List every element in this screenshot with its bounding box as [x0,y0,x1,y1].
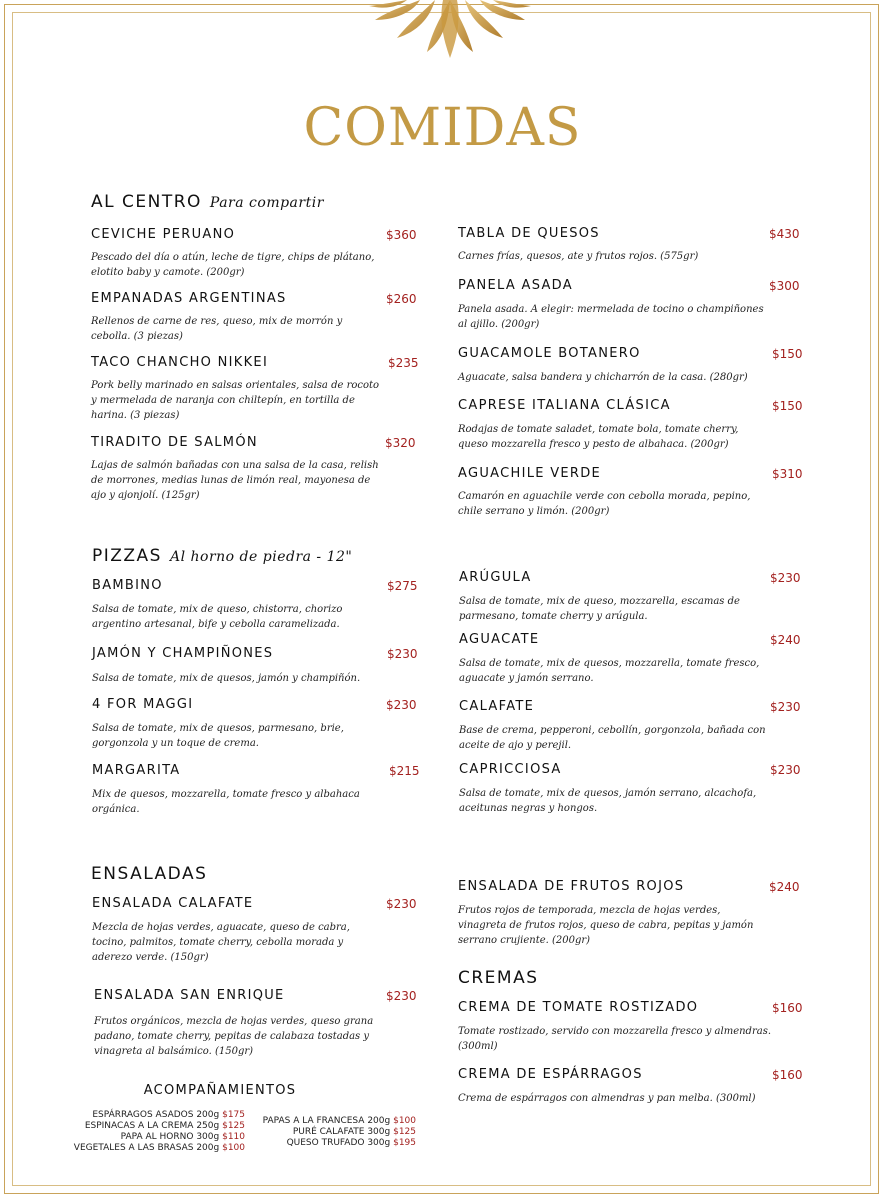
section-title: ENSALADAS [91,864,208,884]
item-price: $260 [386,292,417,306]
sides-left-list [74,1110,245,1154]
section-title: PIZZAS [92,546,162,566]
section-cremas [458,968,539,988]
page-title: COMIDAS [303,98,582,158]
item-name: JAMÓN Y CHAMPIÑONES [92,646,274,661]
side-item: PURÉ CALAFATE 300g $125 [292,1127,416,1137]
item-description: Tomate rostizado, servido con mozzarella fresco y almendras. (300ml) [458,1026,772,1052]
item-description: Salsa de tomate, mix de quesos, mozzarella, tomate fresco, aguacate y jamón serrano. [459,658,760,684]
item-description: Crema de espárragos con almendras y pan melba. (300ml) [458,1093,756,1104]
side-item: QUESO TRUFADO 300g $195 [286,1138,416,1148]
item-name: AGUACATE [459,632,540,647]
item-price: $300 [769,279,800,293]
section-subtitle: Al horno de piedra - 12" [169,549,353,565]
item-name: CAPRESE ITALIANA CLÁSICA [458,398,671,413]
item-price: $275 [387,579,418,593]
item-name: 4 FOR MAGGI [92,697,194,712]
item-name: TABLA DE QUESOS [458,226,600,241]
item-description: Rellenos de carne de res, queso, mix de morrón y cebolla. (3 piezas) [91,316,343,342]
acompanamientos-title: ACOMPAÑAMIENTOS [143,1083,297,1098]
section-ensaladas [91,864,207,884]
item-description: Aguacate, salsa bandera y chicharrón de la casa. (280gr) [458,372,748,383]
item-description: Mix de quesos, mozzarella, tomate fresco y albahaca orgánica. [92,789,360,815]
item-description: Mezcla de hojas verdes, aguacate, queso de cabra, tocino, palmitos, tomate cherry, cebolla morada y aderezo verde. (150gr) [92,922,350,963]
side-item: ESPINACAS A LA CREMA 250g $125 [84,1121,245,1131]
item-price: $430 [769,227,800,241]
item-name: CALAFATE [459,699,535,714]
item-description: Pescado del día o atún, leche de tigre, chips de plátano, elotito baby y camote. (200gr) [91,252,375,278]
item-description: Carnes frías, quesos, ate y frutos rojos. (575gr) [458,251,699,262]
item-description: Frutos rojos de temporada, mezcla de hojas verdes, vinagreta de frutos rojos, queso de cabra, pepitas y jamón serrano crujiente. (200gr) [458,905,754,946]
item-description: Salsa de tomate, mix de quesos, parmesano, brie, gorgonzola y un toque de crema. [92,723,344,749]
item-price: $150 [772,347,803,361]
item-name: BAMBINO [92,578,163,593]
item-price: $230 [770,571,801,585]
item-price: $160 [772,1068,803,1082]
item-price: $230 [386,989,417,1003]
item-description: Camarón en aguachile verde con cebolla morada, pepino, chile serrano y limón. (200gr) [458,491,751,517]
item-description: Rodajas de tomate saladet, tomate bola, tomate cherry, queso mozzarella fresco y pesto de albahaca. (200gr) [458,424,739,450]
item-price: $235 [388,356,419,370]
item-description: Salsa de tomate, mix de quesos, jamón serrano, alcachofa, aceitunas negras y hongos. [459,788,757,814]
item-name: CREMA DE ESPÁRRAGOS [458,1067,643,1082]
item-name: CAPRICCIOSA [459,762,562,777]
section-title: CREMAS [458,968,539,988]
section-subtitle: Para compartir [209,195,324,211]
item-price: $240 [769,880,800,894]
item-price: $150 [772,399,803,413]
side-item: PAPA AL HORNO 300g $110 [120,1132,245,1142]
item-description: Panela asada. A elegir: mermelada de tocino o champiñones al ajillo. (200gr) [458,304,764,330]
section-title: AL CENTRO [91,192,202,212]
item-name: ENSALADA CALAFATE [92,896,254,911]
item-price: $360 [386,228,417,242]
item-name: CREMA DE TOMATE ROSTIZADO [458,1000,699,1015]
item-price: $230 [770,763,801,777]
item-price: $160 [772,1001,803,1015]
item-name: AGUACHILE VERDE [458,466,602,481]
item-description: Pork belly marinado en salsas orientales, salsa de rocoto y mermelada de naranja con chiltepín, en tortilla de harina. (3 piezas) [91,380,380,421]
item-price: $230 [387,647,418,661]
item-price: $230 [386,698,417,712]
item-name: ARÚGULA [459,570,532,585]
item-name: ENSALADA SAN ENRIQUE [94,988,285,1003]
side-item: VEGETALES A LAS BRASAS 200g $100 [73,1143,245,1153]
item-description: Salsa de tomate, mix de queso, chistorra, chorizo argentino artesanal, bife y cebolla caramelizada. [92,604,343,630]
item-name: GUACAMOLE BOTANERO [458,346,641,361]
item-price: $230 [386,897,417,911]
side-item: PAPAS A LA FRANCESA 200g $100 [262,1116,416,1126]
item-name: CEVICHE PERUANO [91,227,236,242]
section-pizzas [92,546,352,566]
item-name: EMPANADAS ARGENTINAS [91,291,287,306]
item-name: MARGARITA [92,763,181,778]
item-description: Lajas de salmón bañadas con una salsa de la casa, relish de morrones, medias lunas de limón real, mayonesa de ajo y ajonjolí. (125gr) [91,460,379,501]
item-description: Salsa de tomate, mix de queso, mozzarella, escamas de parmesano, tomate cherry y arúgula. [459,596,740,622]
sun-logo-icon [335,0,565,60]
item-description: Base de crema, pepperoni, cebollín, gorgonzola, bañada con aceite de ajo y perejil. [459,725,766,751]
item-name: PANELA ASADA [458,278,573,293]
item-price: $310 [772,467,803,481]
side-item: ESPÁRRAGOS ASADOS 200g $175 [92,1110,245,1120]
item-price: $230 [770,700,801,714]
item-name: TACO CHANCHO NIKKEI [91,355,269,370]
item-name: TIRADITO DE SALMÓN [91,435,258,450]
item-description: Salsa de tomate, mix de quesos, jamón y champiñón. [92,673,361,684]
item-price: $240 [770,633,801,647]
item-name: ENSALADA DE FRUTOS ROJOS [458,879,685,894]
item-description: Frutos orgánicos, mezcla de hojas verdes, queso grana padano, tomate cherry, pepitas de calabaza tostadas y vinagreta al balsámico. (150gr) [94,1016,374,1057]
item-price: $320 [385,436,416,450]
sides-right-list [263,1116,416,1149]
section-al-centro [91,192,324,212]
item-price: $215 [389,764,420,778]
